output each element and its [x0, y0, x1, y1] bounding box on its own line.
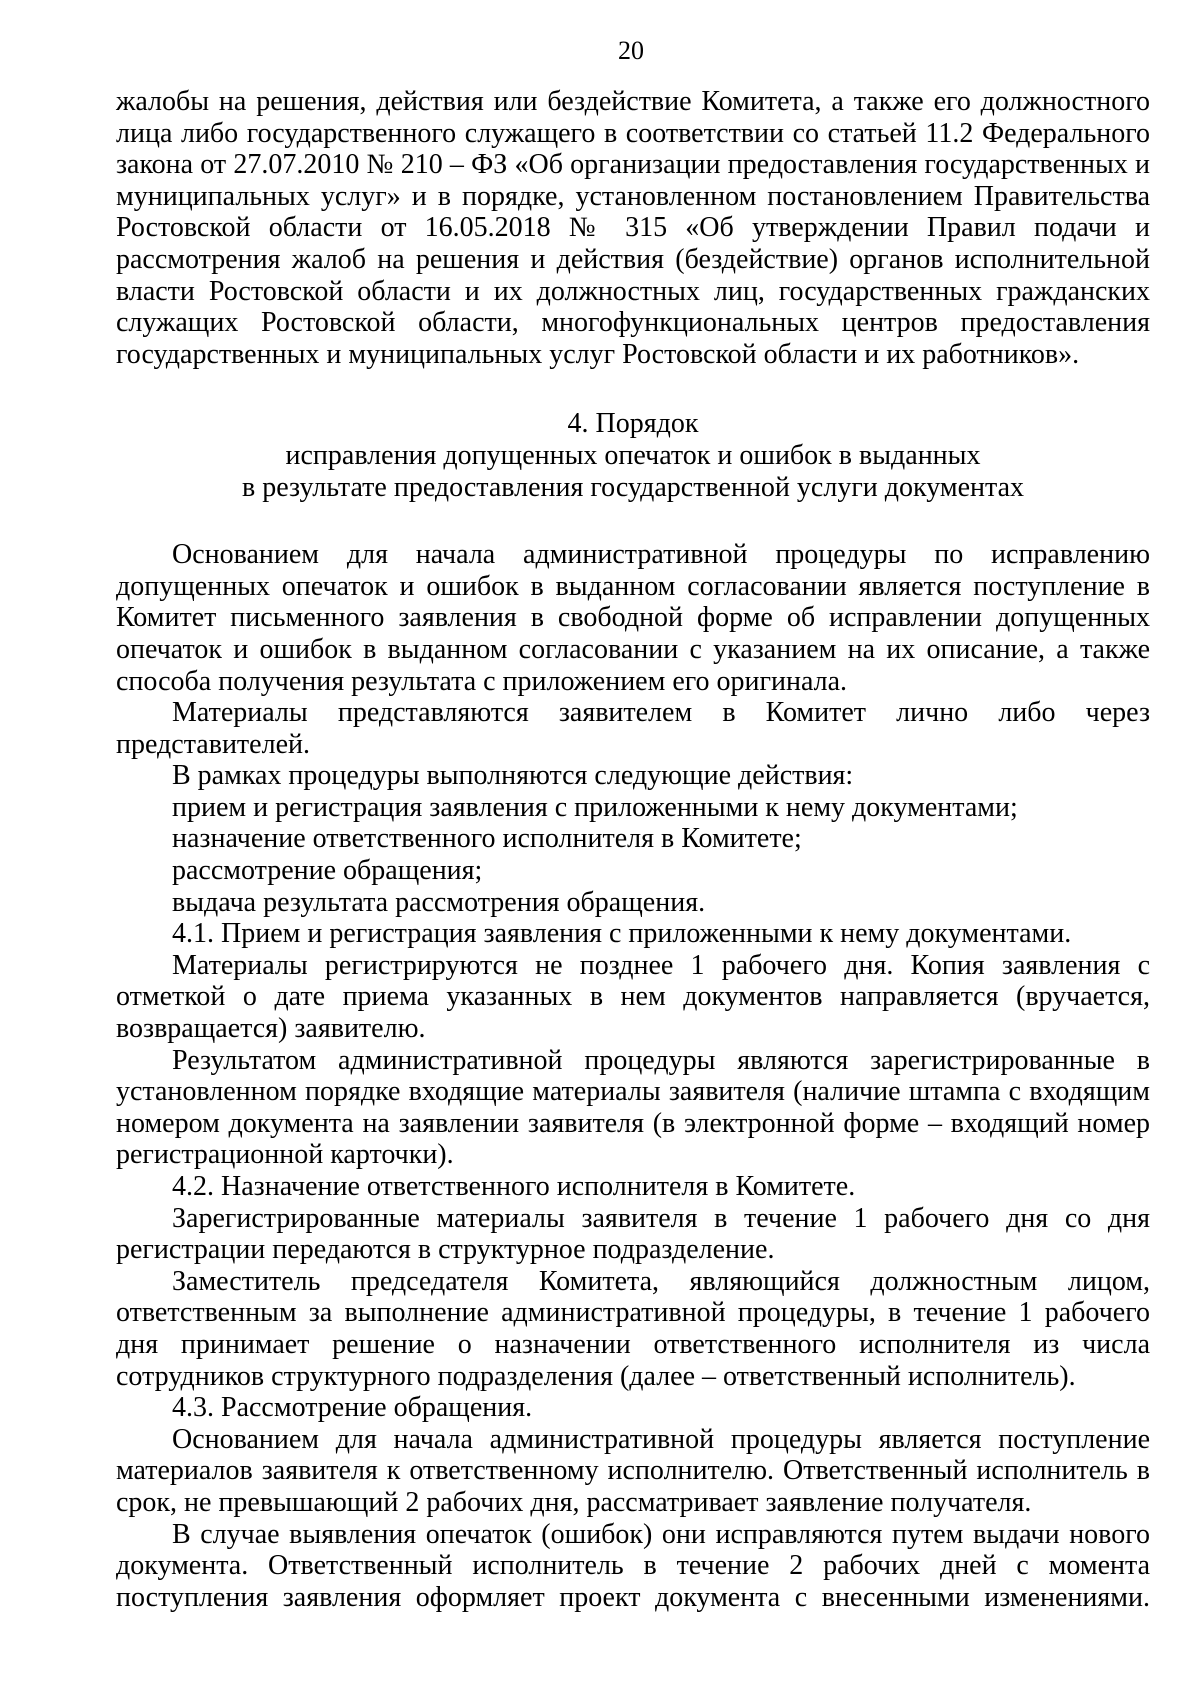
body-paragraph: Материалы регистрируются не позднее 1 рабочего дня. Копия заявления с отметкой о дате приема указанных в нем документов направляется (вручается, возвращается) заявителю.: [116, 949, 1150, 1045]
list-item: назначение ответственного исполнителя в Комитете;: [172, 823, 802, 855]
spacer: [116, 370, 1150, 408]
body-paragraph: Зарегистрированные материалы заявителя в течение 1 рабочего дня со дня регистрации передаются в структурное подразделение.: [116, 1202, 1150, 1266]
intro-paragraph: жалобы на решения, действия или бездействие Комитета, а также его должностного лица либо государственного служащего в соответствии со статьей 11.2 Федерального закона от 27.07.2010 № 210 – ФЗ «Об организации предоставления государственных и муниципальных услуг» и в порядке, установленном постановлением Правительства Ростовской области от 16.05.2018 № 315 «Об утверждении Правил подачи и рассмотрения жалоб на решения и действия (бездействие) органов исполнительной власти Ростовской области и их должностных лиц, государственных гражданских служащих Ростовской области, многофункциональных центров предоставления государственных и муниципальных услуг Ростовской области и их работников».: [116, 86, 1150, 370]
section-heading: [116, 408, 1150, 503]
body-paragraph: В случае выявления опечаток (ошибок) они исправляются путем выдачи нового документа. Ответственный исполнитель в течение 2 рабочих дней с момента поступления заявления оформляет проект документа с внесенными изменениями.: [116, 1518, 1150, 1613]
document-body: [116, 86, 1150, 1613]
body-paragraph: Заместитель председателя Комитета, являющийся должностным лицом, ответственным за выполнение административной процедуры, в течение 1 рабочего дня принимает решение о назначении ответственного исполнителя из числа сотрудников структурного подразделения (далее – ответственный исполнитель).: [116, 1265, 1150, 1392]
subsection-title: 4.2. Назначение ответственного исполнителя в Комитете.: [172, 1171, 856, 1202]
section-heading-line: 4. Порядок: [567, 408, 699, 440]
body-paragraph: Основанием для начала административной процедуры по исправлению допущенных опечаток и ошибок в выданном согласовании является поступление в Комитет письменного заявления в свободной форме об исправлении допущенных опечаток и ошибок в выданном согласовании с указанием на их описание, а также способа получения результата с приложением его оригинала.: [116, 539, 1150, 697]
subsection-title: 4.1. Прием и регистрация заявления с приложенными к нему документами.: [172, 918, 1072, 950]
section-heading-line: в результате предоставления государственной услуги документах: [241, 471, 1025, 503]
body-paragraph: Материалы представляются заявителем в Комитет лично либо через представителей.: [116, 697, 1150, 760]
section-heading-line: исправления допущенных опечаток и ошибок в выданных: [285, 439, 981, 471]
subsection-title: 4.3. Рассмотрение обращения.: [172, 1392, 533, 1424]
body-paragraph: Основанием для начала административной процедуры является поступление материалов заявителя к ответственному исполнителю. Ответственный исполнитель в срок, не превышающий 2 рабочих дня, рассматривает заявление получателя.: [116, 1423, 1150, 1518]
body-paragraph: Результатом административной процедуры являются зарегистрированные в установленном порядке входящие материалы заявителя (наличие штампа с входящим номером документа на заявлении заявителя (в электронной форме – входящий номер регистрационной карточки).: [116, 1044, 1150, 1171]
body-paragraph: В рамках процедуры выполняются следующие действия:: [172, 760, 854, 792]
list-item: рассмотрение обращения;: [172, 855, 483, 887]
page-number: 20: [618, 36, 644, 65]
list-item: прием и регистрация заявления с приложенными к нему документами;: [172, 791, 1018, 823]
spacer: [116, 503, 1150, 539]
list-item: выдача результата рассмотрения обращения.: [172, 886, 706, 918]
